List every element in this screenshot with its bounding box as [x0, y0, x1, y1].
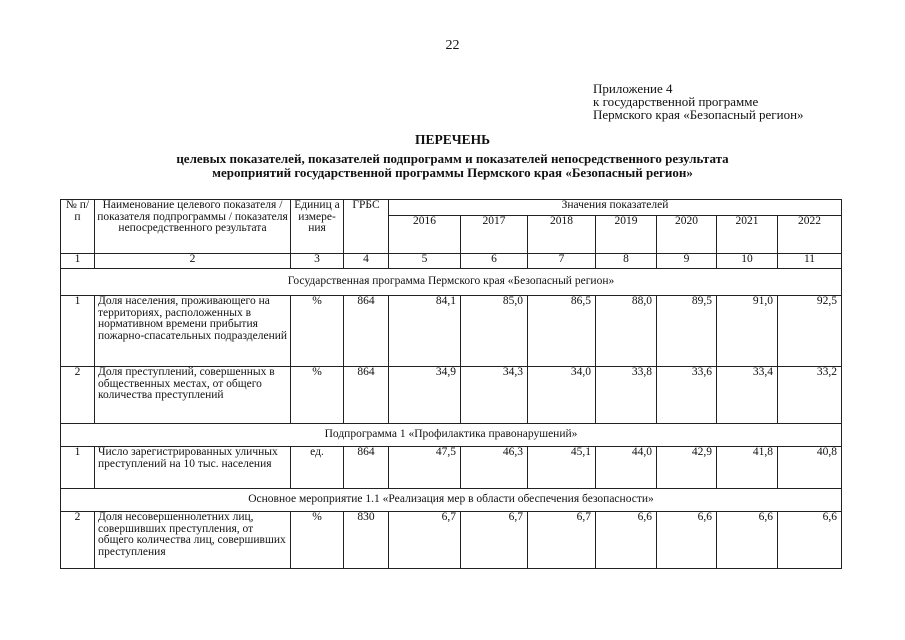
- column-number-row: [61, 254, 842, 269]
- document-title: ПЕРЕЧЕНЬ: [414, 132, 491, 147]
- value-cell: 45,1: [528, 447, 596, 489]
- value-cell: 6,6: [657, 512, 717, 569]
- indicator-name: Доля преступлений, совершенных в общественных местах, от общего количества преступлений: [95, 367, 291, 424]
- value-cell: 84,1: [389, 296, 461, 367]
- value-cell: 91,0: [717, 296, 778, 367]
- grbs-cell: 864: [344, 447, 389, 489]
- unit-cell: %: [291, 367, 344, 424]
- value-cell: 47,5: [389, 447, 461, 489]
- value-cell: 41,8: [717, 447, 778, 489]
- header-year: 2019: [596, 215, 657, 253]
- table-row: [61, 447, 842, 489]
- row-number: 2: [61, 367, 95, 424]
- value-cell: 34,3: [461, 367, 528, 424]
- value-cell: 92,5: [778, 296, 842, 367]
- column-number: 2: [95, 254, 291, 269]
- column-number: 5: [389, 254, 461, 269]
- header-year: 2016: [389, 215, 461, 253]
- header-year: 2022: [778, 215, 842, 253]
- table-row: [61, 296, 842, 367]
- header-num: № п/п: [61, 200, 95, 254]
- header-year: 2018: [528, 215, 596, 253]
- subtitle-line: мероприятий государственной программы Пермского края «Безопасный регион»: [212, 165, 693, 180]
- indicator-name: Доля населения, проживающего на территориях, расположенных в нормативном времени прибытия пожарно-спасательных подразделений: [95, 296, 291, 367]
- section-row: [61, 424, 842, 447]
- section-row: [61, 269, 842, 296]
- page-number: 22: [445, 38, 460, 53]
- value-cell: 44,0: [596, 447, 657, 489]
- row-number: 1: [61, 296, 95, 367]
- indicators-table: [60, 199, 842, 569]
- value-cell: 40,8: [778, 447, 842, 489]
- value-cell: 6,6: [778, 512, 842, 569]
- row-number: 2: [61, 512, 95, 569]
- section-title: Основное мероприятие 1.1 «Реализация мер в области обеспечения безопасности»: [61, 489, 842, 512]
- header-grbs: ГРБС: [344, 200, 389, 254]
- value-cell: 42,9: [657, 447, 717, 489]
- appendix-note: [593, 82, 804, 121]
- appendix-line: Приложение 4: [593, 81, 673, 96]
- column-number: 8: [596, 254, 657, 269]
- header-year: 2020: [657, 215, 717, 253]
- value-cell: 33,4: [717, 367, 778, 424]
- grbs-cell: 864: [344, 296, 389, 367]
- value-cell: 6,7: [528, 512, 596, 569]
- value-cell: 6,6: [596, 512, 657, 569]
- value-cell: 85,0: [461, 296, 528, 367]
- value-cell: 86,5: [528, 296, 596, 367]
- column-number: 4: [344, 254, 389, 269]
- indicator-name: Число зарегистрированных уличных преступлений на 10 тыс. населения: [95, 447, 291, 489]
- value-cell: 33,6: [657, 367, 717, 424]
- table-row: [61, 367, 842, 424]
- unit-cell: ед.: [291, 447, 344, 489]
- unit-cell: %: [291, 512, 344, 569]
- value-cell: 34,9: [389, 367, 461, 424]
- section-title: Государственная программа Пермского края «Безопасный регион»: [61, 269, 842, 296]
- header-values: Значения показателей: [389, 200, 842, 216]
- value-cell: 33,2: [778, 367, 842, 424]
- unit-cell: %: [291, 296, 344, 367]
- appendix-line: к государственной программе: [593, 94, 759, 109]
- section-title: Подпрограмма 1 «Профилактика правонарушений»: [61, 424, 842, 447]
- header-name: Наименование целевого показателя / показателя подпрограммы / показателя непосредственного результата: [95, 200, 291, 254]
- appendix-line: Пермского края «Безопасный регион»: [593, 107, 804, 122]
- value-cell: 6,7: [389, 512, 461, 569]
- value-cell: 6,6: [717, 512, 778, 569]
- grbs-cell: 830: [344, 512, 389, 569]
- column-number: 11: [778, 254, 842, 269]
- row-number: 1: [61, 447, 95, 489]
- column-number: 3: [291, 254, 344, 269]
- value-cell: 46,3: [461, 447, 528, 489]
- value-cell: 34,0: [528, 367, 596, 424]
- value-cell: 6,7: [461, 512, 528, 569]
- indicator-name: Доля несовершеннолетних лиц, совершивших преступления, от общего количества лиц, совершивших преступления: [95, 512, 291, 569]
- header-year: 2017: [461, 215, 528, 253]
- column-number: 6: [461, 254, 528, 269]
- header-year: 2021: [717, 215, 778, 253]
- document-subtitle: [0, 152, 905, 180]
- table-row: [61, 512, 842, 569]
- column-number: 9: [657, 254, 717, 269]
- column-number: 7: [528, 254, 596, 269]
- column-number: 1: [61, 254, 95, 269]
- value-cell: 89,5: [657, 296, 717, 367]
- column-number: 10: [717, 254, 778, 269]
- subtitle-line: целевых показателей, показателей подпрограмм и показателей непосредственного результата: [176, 151, 729, 166]
- value-cell: 88,0: [596, 296, 657, 367]
- header-unit: Единиц а измере- ния: [291, 200, 344, 254]
- section-row: [61, 489, 842, 512]
- table-header-row: [61, 200, 842, 216]
- grbs-cell: 864: [344, 367, 389, 424]
- value-cell: 33,8: [596, 367, 657, 424]
